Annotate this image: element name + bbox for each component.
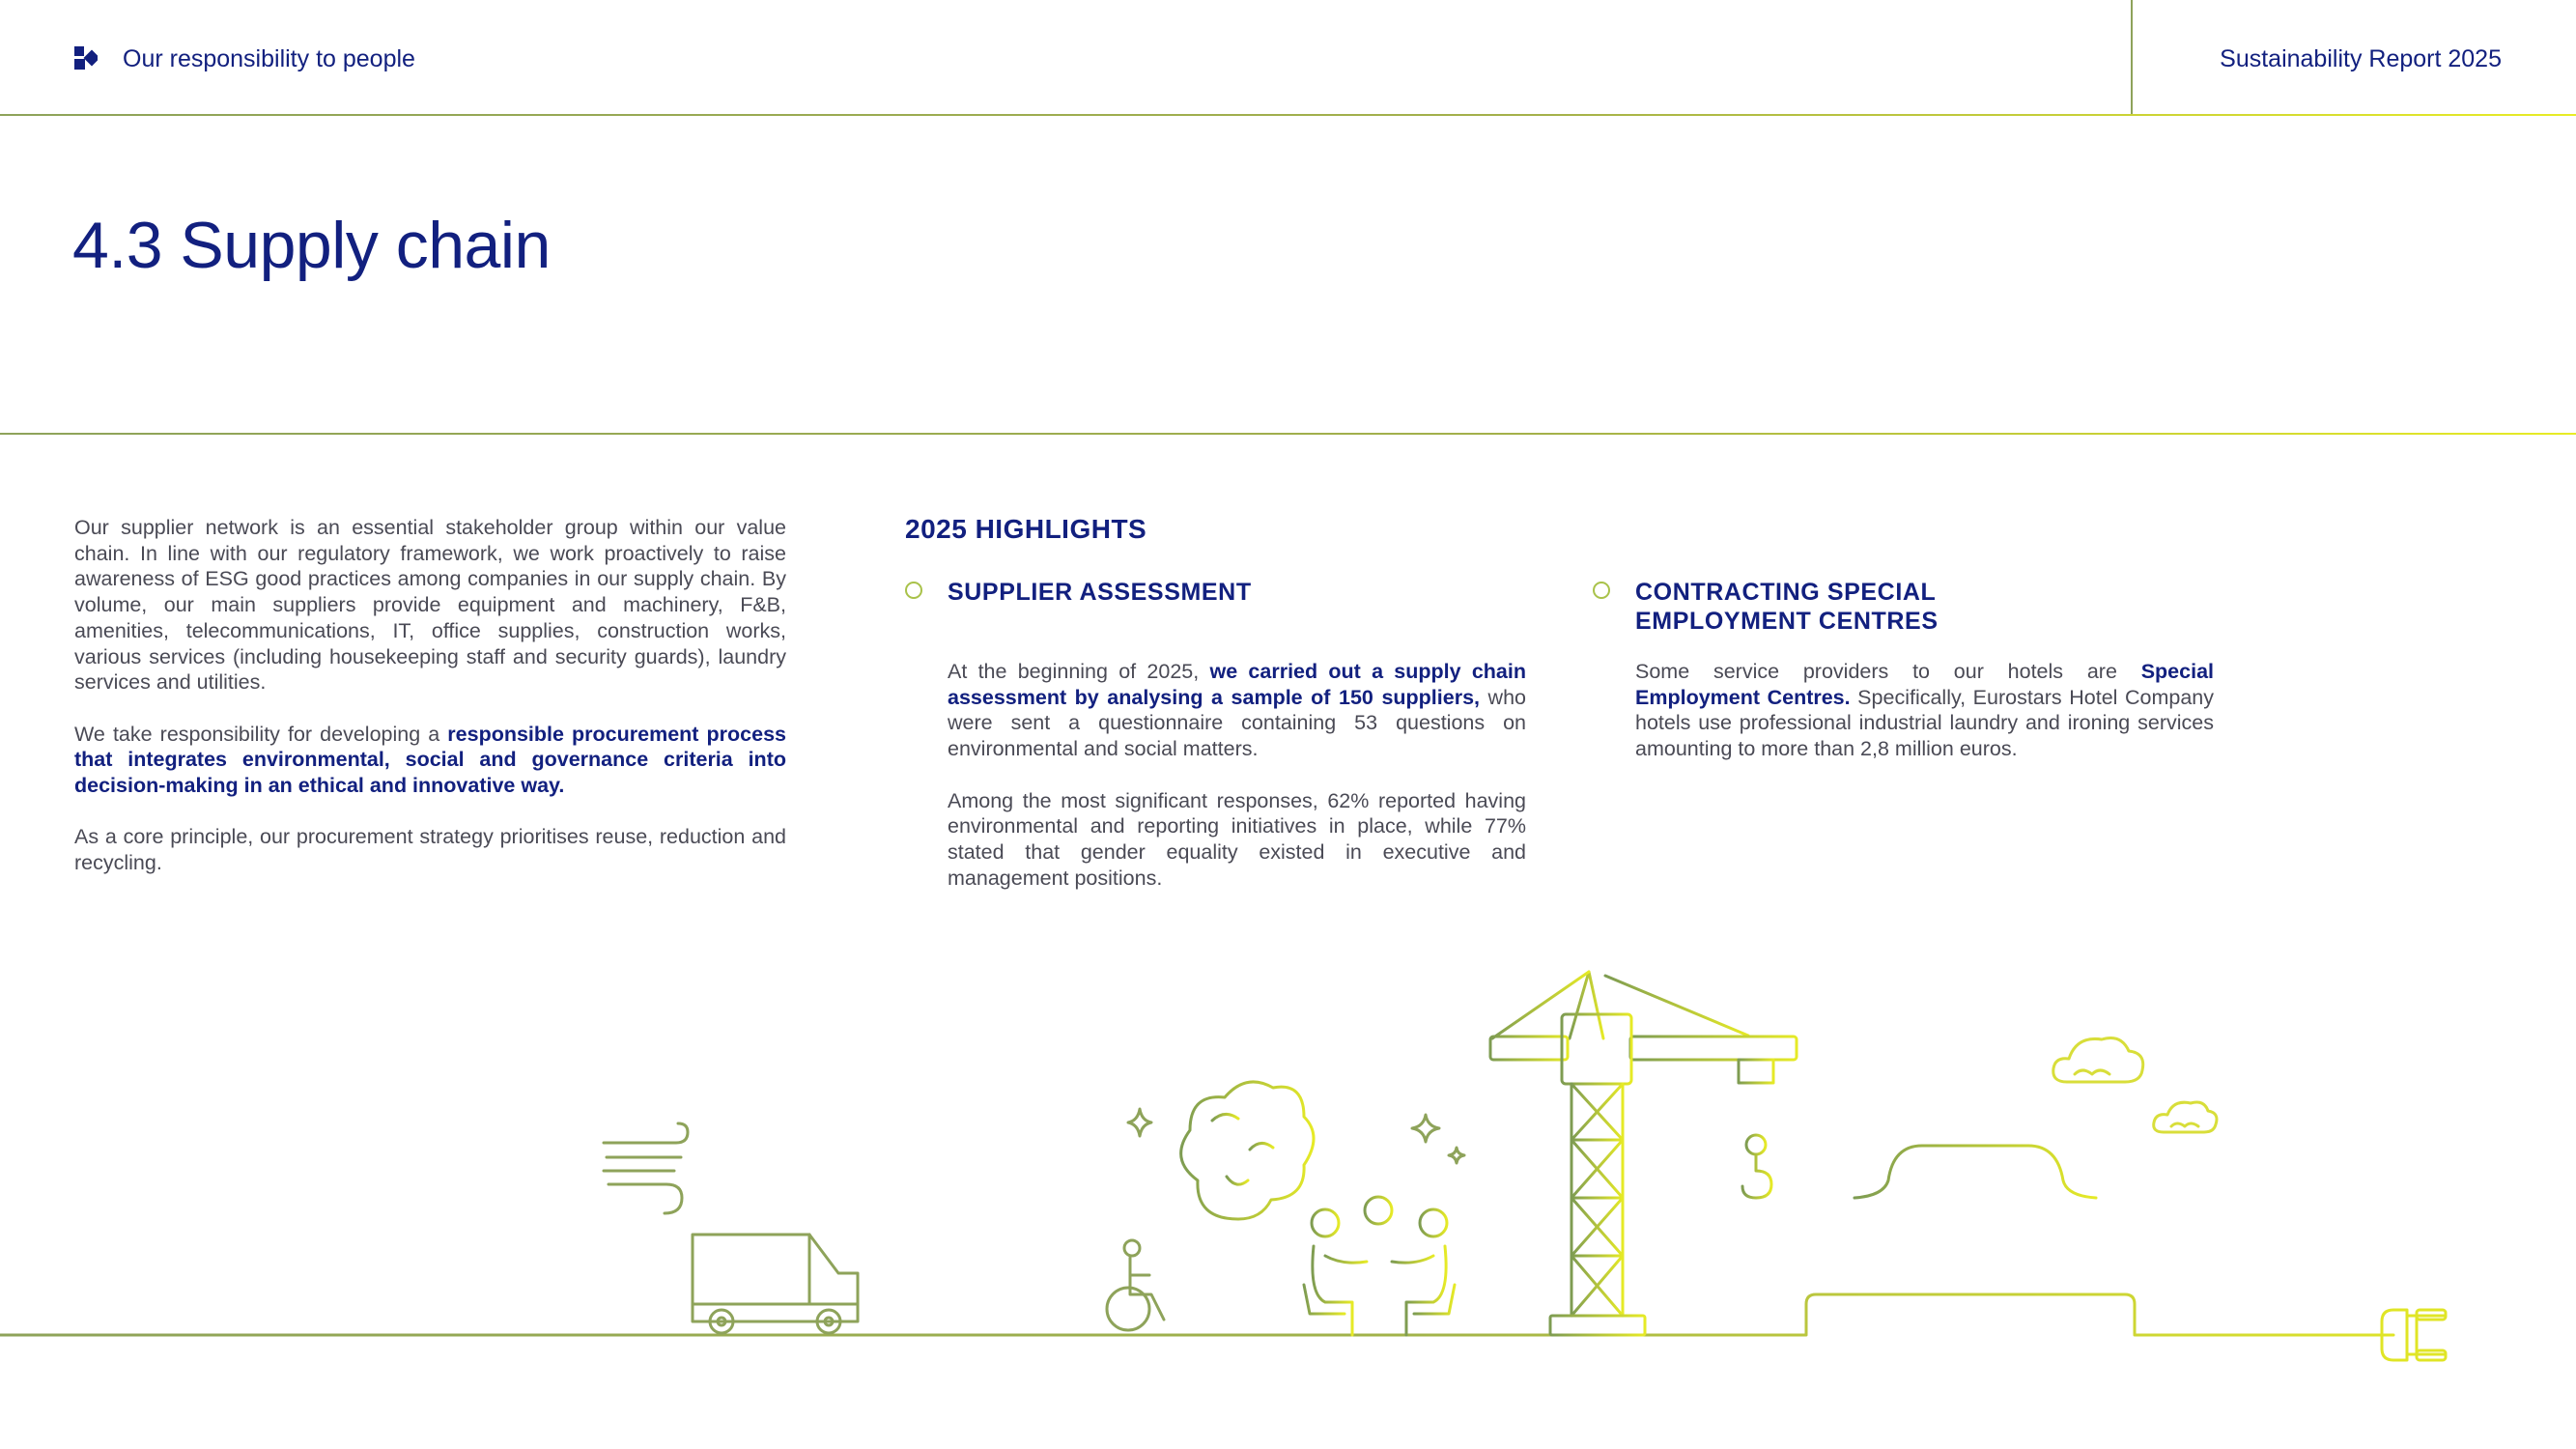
sparkle-icon (1128, 1109, 1464, 1163)
intro-paragraph-3: As a core principle, our procurement strategy prioritises reuse, reduction and recycling. (74, 825, 786, 875)
supplier-assessment-body (948, 659, 1526, 917)
intro-paragraph-2 (74, 722, 786, 799)
header-divider (2131, 0, 2133, 116)
cloud-icon (2053, 1038, 2217, 1133)
supplier-assessment-paragraph-2: Among the most significant responses, 62% reported having environmental and reporting initiatives in place, while 77% stated that gender equality existed in executive and management positions. (948, 788, 1526, 890)
special-employment-heading-line-1: CONTRACTING SPECIAL (1635, 579, 1937, 606)
ground-line (0, 1294, 2386, 1335)
brand-logo-icon (74, 46, 98, 70)
special-employment-text-end: Specifically, Eurostars Hotel Company hotels use professional industrial laundry and ironing services amounting to more than 2,8 million euros. (1635, 685, 2214, 761)
supplier-assessment-paragraph-1 (948, 659, 1526, 762)
page-header (0, 0, 2576, 116)
section-label[interactable]: Our responsibility to people (123, 45, 415, 72)
wind-icon (604, 1123, 688, 1213)
ring-bullet-icon (1593, 582, 1610, 599)
intro-text (74, 515, 786, 902)
page-title: 4.3 Supply chain (72, 209, 551, 282)
intro-paragraph-2-text: We take responsibility for developing a (74, 722, 448, 746)
people-meeting-icon (1304, 1197, 1455, 1335)
intro-highlight: responsible procurement process that integrates environmental, social and governance criteria into decision-making in an ethical and innovative way. (74, 722, 787, 798)
special-employment-highlight: Special Employment Centres. (1635, 660, 2214, 709)
delivery-van-icon (693, 1235, 858, 1333)
special-employment-body (1635, 659, 2214, 788)
supply-chain-illustration (0, 956, 2576, 1381)
supplier-assessment-text-end: who were sent a questionnaire containing 53 questions on environmental and social matters. (948, 685, 1526, 761)
power-plug-icon (2382, 1310, 2446, 1360)
special-employment-heading-line-2: EMPLOYMENT CENTRES (1635, 608, 1939, 635)
header-rule (0, 114, 2576, 116)
special-employment-paragraph (1635, 659, 2214, 762)
supplier-assessment-heading: SUPPLIER ASSESSMENT (948, 579, 1252, 606)
report-title[interactable]: Sustainability Report 2025 (2220, 45, 2502, 72)
wheelchair-person-icon (1107, 1240, 1164, 1330)
ring-bullet-icon (905, 582, 922, 599)
highlights-title: 2025 HIGHLIGHTS (905, 514, 1147, 544)
supplier-assessment-text: At the beginning of 2025, (948, 660, 1210, 683)
building-icon (1808, 1146, 2135, 1294)
supplier-assessment-highlight: we carried out a supply chain assessment by analysing a sample of 150 suppliers, (948, 660, 1526, 709)
tree-icon (1181, 1082, 1314, 1335)
tower-crane-icon (1490, 972, 1797, 1335)
special-employment-heading (1635, 578, 2234, 636)
intro-paragraph-1: Our supplier network is an essential stakeholder group within our value chain. In line with our regulatory framework, we work proactively to raise awareness of ESG good practices among companies in our supply chain. By volume, our main suppliers provide equipment and machinery, F&B, amenities, telecommunications, IT, office supplies, construction works, various services (including housekeeping staff and security guards), laundry services and utilities. (74, 516, 786, 695)
special-employment-text: Some service providers to our hotels are (1635, 660, 2141, 683)
title-rule (0, 433, 2576, 435)
